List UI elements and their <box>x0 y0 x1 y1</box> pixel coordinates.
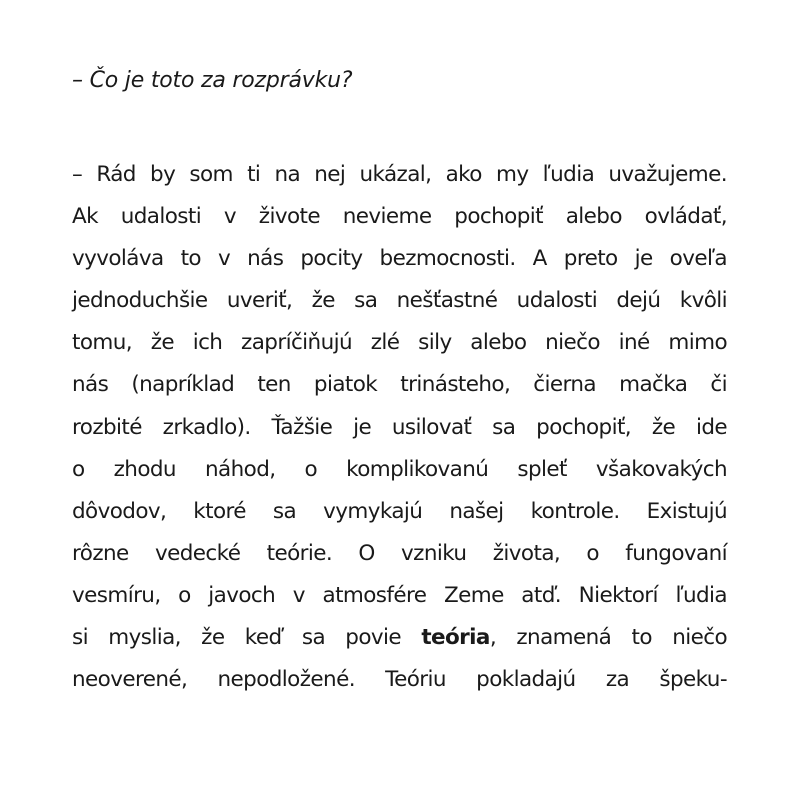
paragraph-line: rozbité zrkadlo). Ťažšie je usilovať sa pochopiť, že ide <box>72 414 727 440</box>
paragraph-line-with-term <box>72 617 727 659</box>
paragraph-line: Ak udalosti v živote nevieme pochopiť alebo ovládať, <box>72 204 727 230</box>
paragraph-line: o zhodu náhod, o komplikovanú spleť všakovakých <box>72 456 727 482</box>
line-text-before-term: si myslia, že keď sa povie <box>72 625 422 651</box>
paragraph-line: vesmíru, o javoch v atmosfére Zeme atď. Niektorí ľudia <box>72 582 727 608</box>
bold-term: teória <box>421 625 490 651</box>
dialogue-answer-paragraph <box>72 154 727 701</box>
paragraph-line: – Rád by som ti na nej ukázal, ako my ľudia uvažujeme. <box>72 162 727 187</box>
paragraph-line: rôzne vedecké teórie. O vzniku života, o fungovaní <box>72 540 727 566</box>
paragraph-line: dôvodov, ktoré sa vymykajú našej kontrole. Existujú <box>72 498 727 524</box>
paragraph-line: nás (napríklad ten piatok trinásteho, čierna mačka či <box>72 372 727 398</box>
dialogue-question: – Čo je toto za rozprávku? <box>72 68 353 93</box>
paragraph-line: tomu, že ich zapríčiňujú zlé sily alebo niečo iné mimo <box>72 330 727 356</box>
paragraph-line: vyvoláva to v nás pocity bezmocnosti. A preto je oveľa <box>72 246 727 272</box>
book-page <box>72 0 727 800</box>
line-text-after-term: , znamená to niečo <box>489 625 727 651</box>
paragraph-line: jednoduchšie uveriť, že sa nešťastné udalosti dejú kvôli <box>72 288 727 314</box>
paragraph-line: neoverené, nepodložené. Teóriu pokladajú za špeku- <box>72 667 727 693</box>
